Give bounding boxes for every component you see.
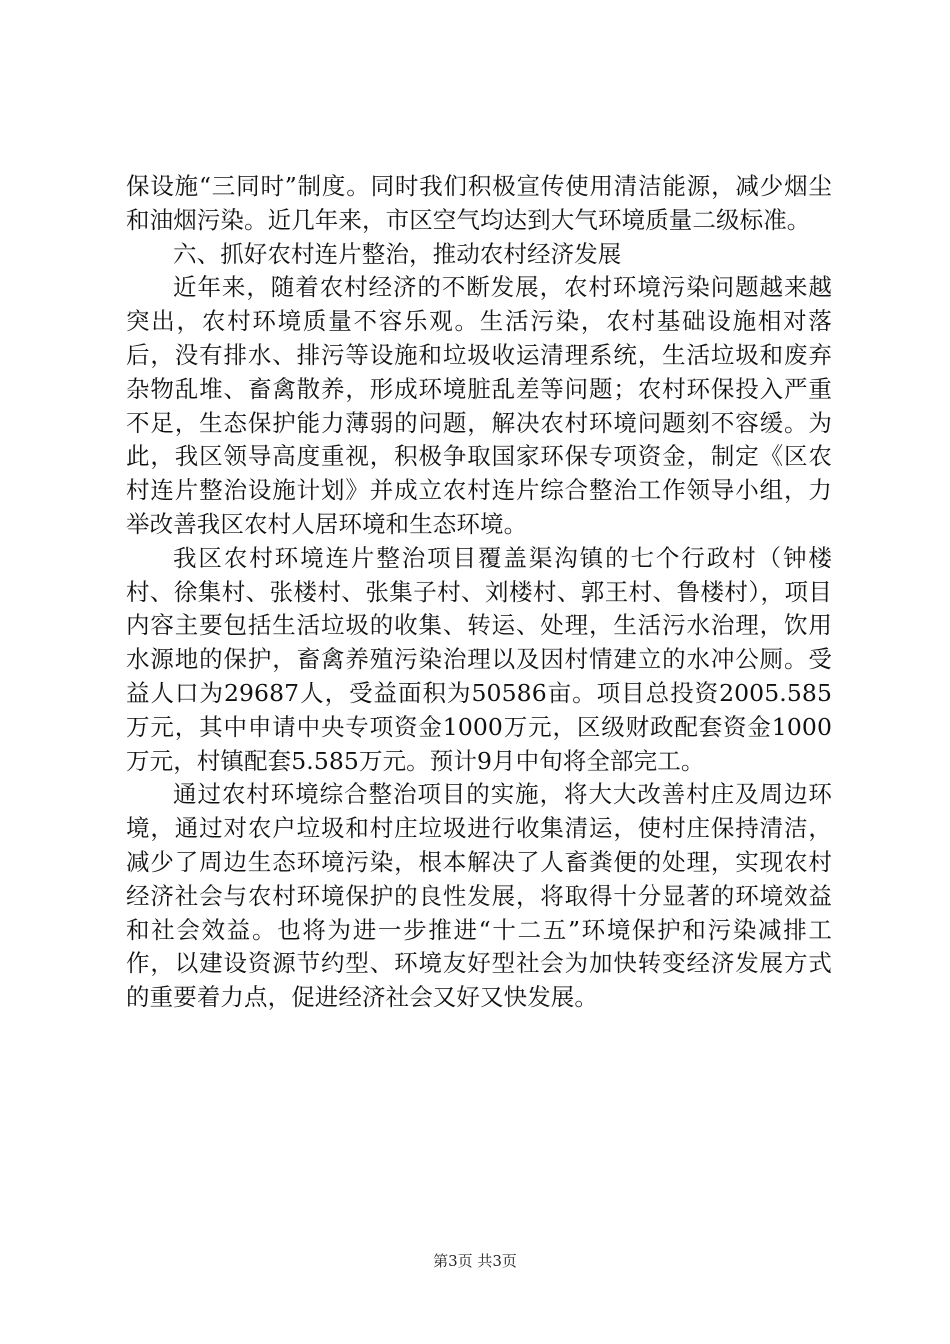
paragraph-continuation: 保设施“三同时”制度。同时我们积极宣传使用清洁能源，减少烟尘和油烟污染。近几年来，市区空气均达到大气环境质量二级标准。: [126, 172, 832, 234]
paragraph: 我区农村环境连片整治项目覆盖渠沟镇的七个行政村（钟楼村、徐集村、张楼村、张集子村、刘楼村、郭王村、鲁楼村），项目内容主要包括生活垃圾的收集、转运、处理，生活污水治理，饮用水源地的保护，畜禽养殖污染治理以及因村情建立的水冲公厕。受益人口为29687人，受益面积为50586亩。项目总投资2005.585万元，其中申请中央专项资金1000万元，区级财政配套资金1000万元，村镇配套5.585万元。预计9月中旬将全部完工。: [126, 543, 832, 775]
section-heading: 六、抓好农村连片整治，推动农村经济发展: [173, 239, 622, 268]
paragraph: 通过农村环境综合整治项目的实施，将大大改善村庄及周边环境，通过对农户垃圾和村庄垃圾进行收集清运，使村庄保持清洁，减少了周边生态环境污染，根本解决了人畜粪便的处理，实现农村经济社会与农村环境保护的良性发展，将取得十分显著的环境效益和社会效益。也将为进一步推进“十二五”环境保护和污染减排工作，以建设资源节约型、环境友好型社会为加快转变经济发展方式的重要着力点，促进经济社会又好又快发展。: [126, 780, 832, 1012]
paragraph: 近年来，随着农村经济的不断发展，农村环境污染问题越来越突出，农村环境质量不容乐观。生活污染，农村基础设施相对落后，没有排水、排污等设施和垃圾收运清理系统，生活垃圾和废弃杂物乱堆、畜禽散养，形成环境脏乱差等问题；农村环保投入严重不足，生态保护能力薄弱的问题，解决农村环境问题刻不容缓。为此，我区领导高度重视，积极争取国家环保专项资金，制定《区农村连片整治设施计划》并成立农村连片综合整治工作领导小组，力举改善我区农村人居环境和生态环境。: [126, 273, 832, 538]
page-footer: 第3页 共3页: [433, 1252, 517, 1270]
document-body: [126, 170, 832, 1015]
